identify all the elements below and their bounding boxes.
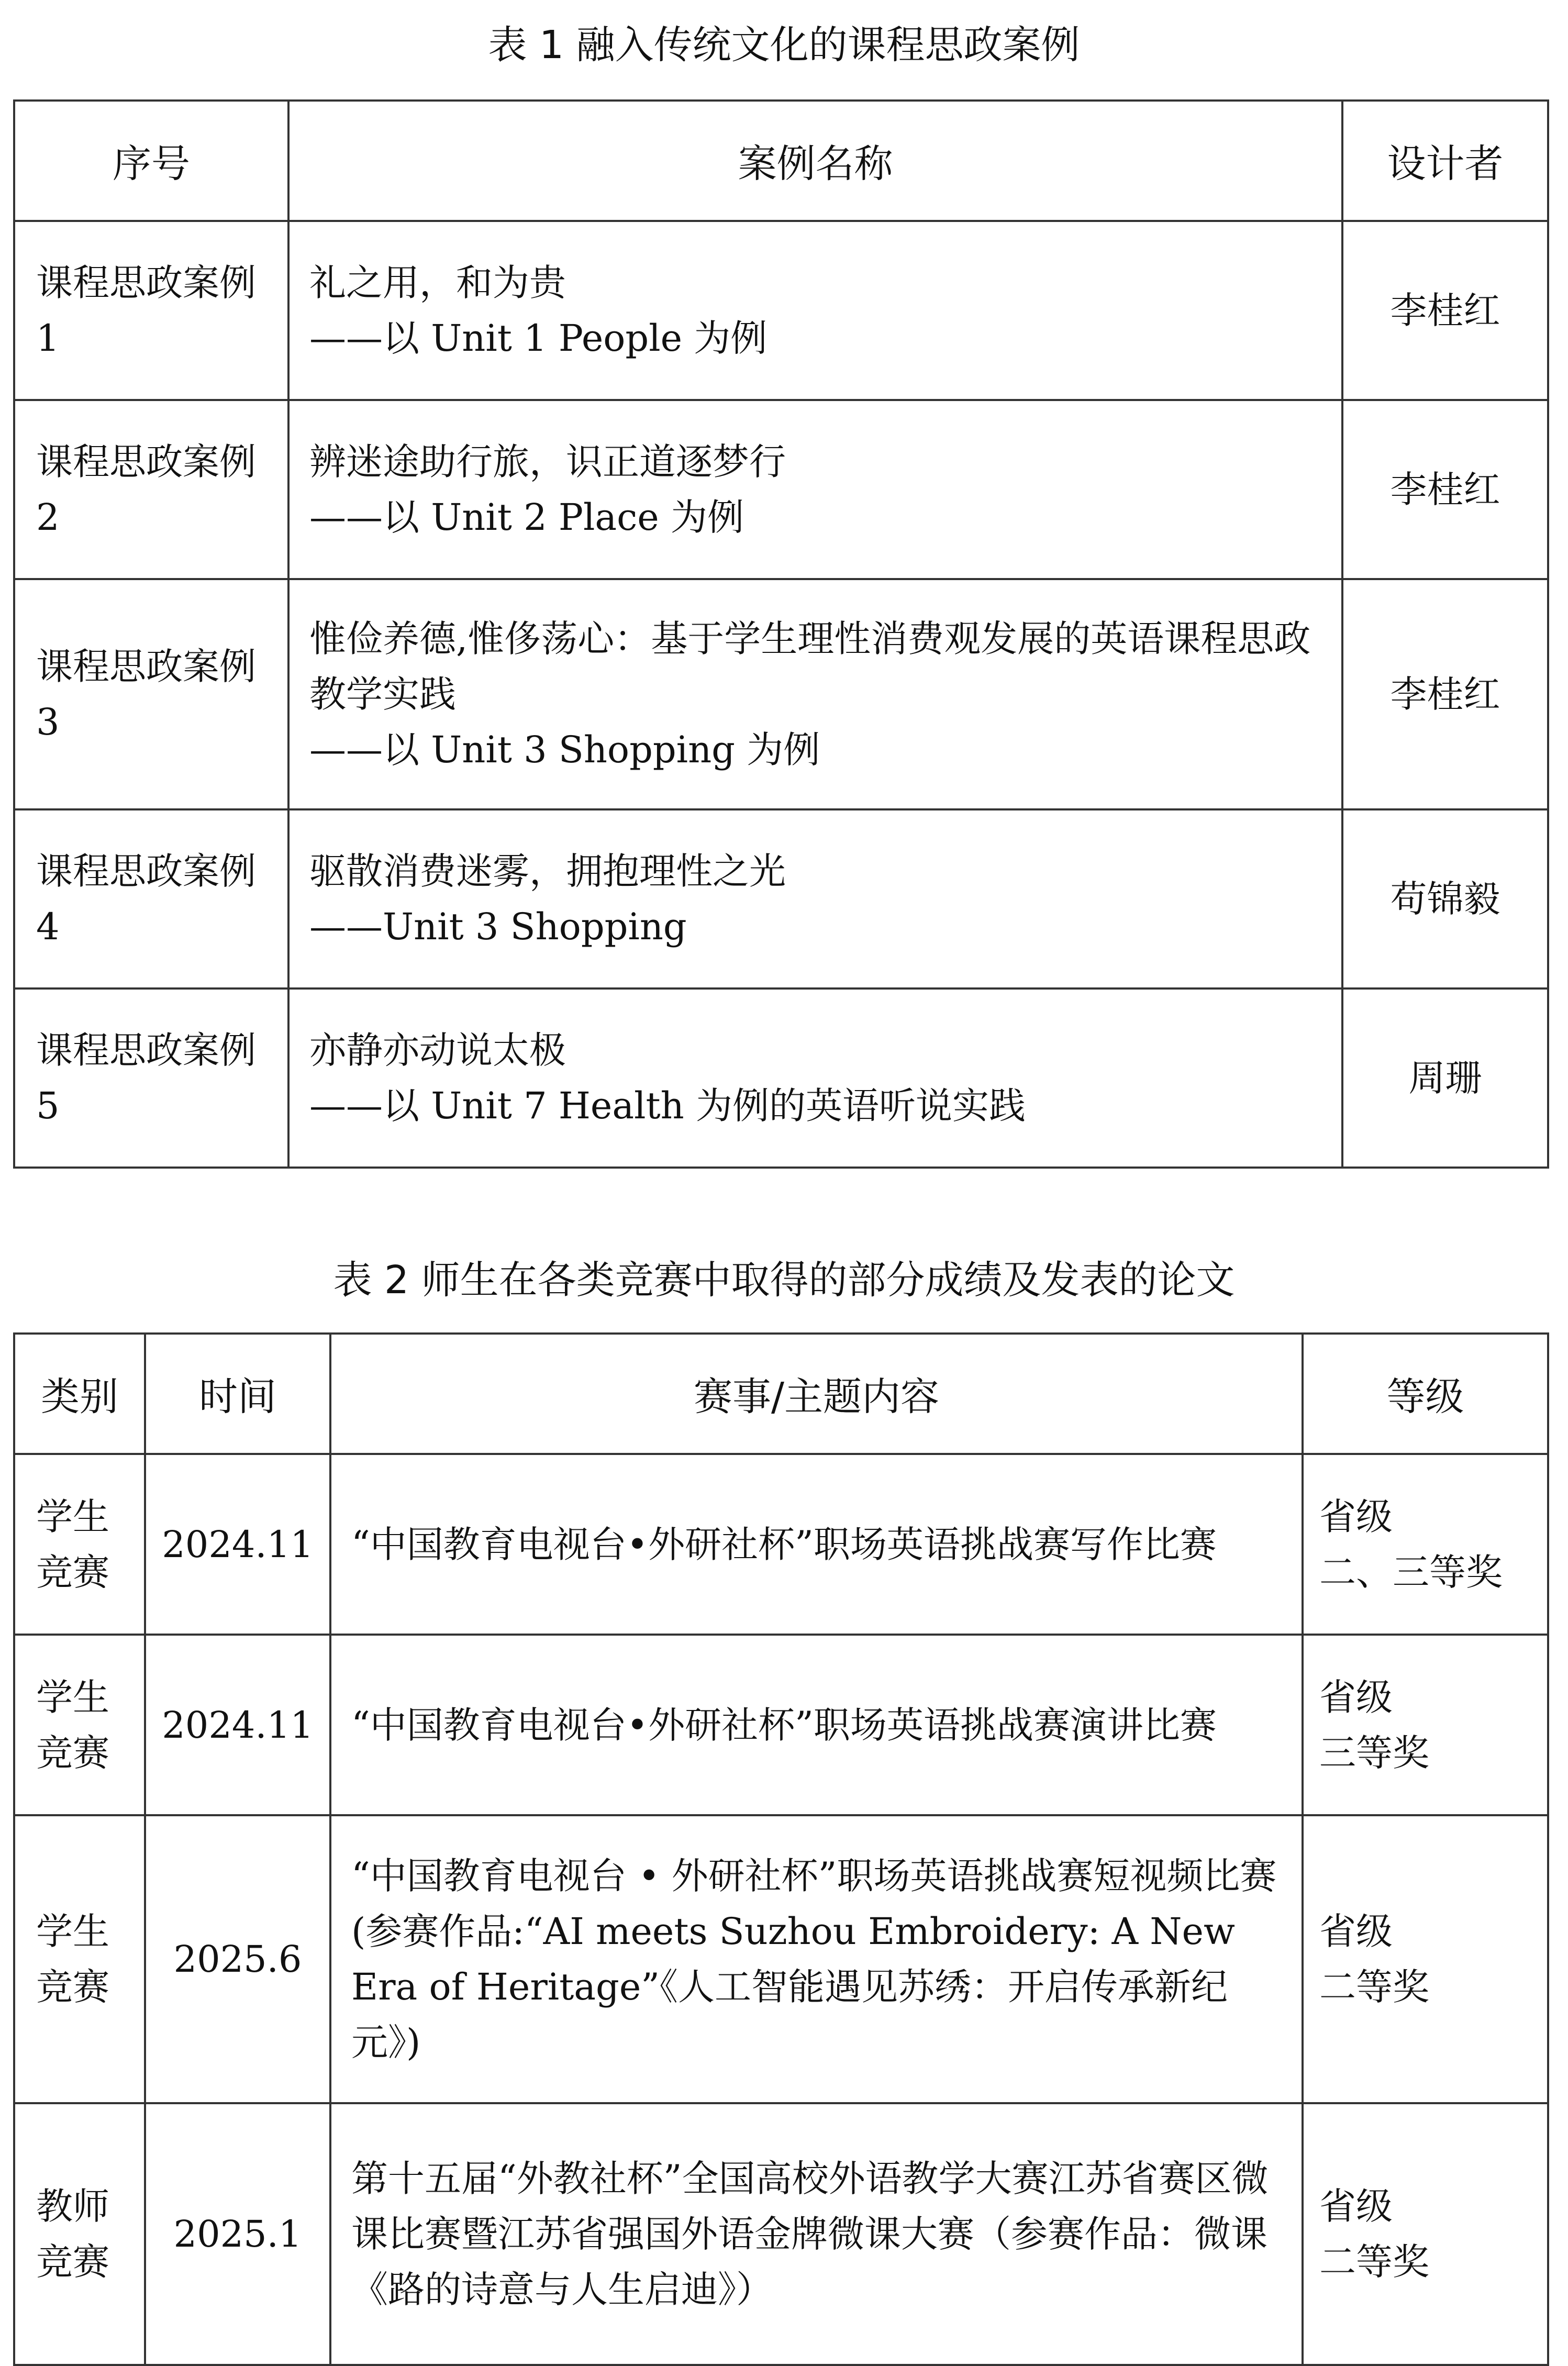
- award-content: “中国教育电视台•外研社杯”职场英语挑战赛演讲比赛: [330, 1635, 1303, 1815]
- table1: [13, 99, 1549, 1169]
- table2-title: 表 2 师生在各类竞赛中取得的部分成绩及发表的论文: [333, 1258, 1235, 1303]
- table2-header-row: [14, 1334, 1548, 1454]
- case-name: 礼之用，和为贵 ——以 Unit 1 People 为例: [288, 221, 1342, 400]
- case-id: 课程思政案例 4: [14, 809, 288, 988]
- case-id: 课程思政案例 5: [14, 988, 288, 1168]
- table2-header-content: 赛事/主题内容: [330, 1334, 1303, 1454]
- table-row: [14, 579, 1548, 809]
- case-designer: 苟锦毅: [1342, 809, 1548, 988]
- table1-title: 表 1 融入传统文化的课程思政案例: [488, 23, 1080, 68]
- table-row: [14, 2103, 1548, 2365]
- case-id: 课程思政案例 2: [14, 400, 288, 579]
- case-designer: 周珊: [1342, 988, 1548, 1168]
- award-category: 学生竞赛: [14, 1635, 145, 1815]
- table-row: [14, 221, 1548, 400]
- table1-header-case-name: 案例名称: [288, 101, 1342, 221]
- table-row: [14, 1635, 1548, 1815]
- case-designer: 李桂红: [1342, 579, 1548, 809]
- case-id: 课程思政案例 3: [14, 579, 288, 809]
- award-content: “中国教育电视台•外研社杯”职场英语挑战赛写作比赛: [330, 1454, 1303, 1635]
- table-row: [14, 1815, 1548, 2103]
- table2-header-level: 等级: [1303, 1334, 1548, 1454]
- case-designer: 李桂红: [1342, 221, 1548, 400]
- table1-header-index: 序号: [14, 101, 288, 221]
- award-time: 2025.6: [145, 1815, 330, 2103]
- award-level: 省级 二等奖: [1303, 1815, 1548, 2103]
- case-designer: 李桂红: [1342, 400, 1548, 579]
- table2: [13, 1332, 1549, 2366]
- award-content: “中国教育电视台 • 外研社杯”职场英语挑战赛短视频比赛(参赛作品:“AI meets Suzhou Embroidery: A New Era of Heritage”《人工智能遇见苏绣：开启传承新纪元》): [330, 1815, 1303, 2103]
- award-time: 2025.1: [145, 2103, 330, 2365]
- award-category: 学生竞赛: [14, 1454, 145, 1635]
- table1-header-designer: 设计者: [1342, 101, 1548, 221]
- award-level: 省级 三等奖: [1303, 1635, 1548, 1815]
- table2-header-time: 时间: [145, 1334, 330, 1454]
- award-level: 省级 二等奖: [1303, 2103, 1548, 2365]
- table-row: [14, 809, 1548, 988]
- case-id: 课程思政案例 1: [14, 221, 288, 400]
- table2-header-category: 类别: [14, 1334, 145, 1454]
- award-category: 教师竞赛: [14, 2103, 145, 2365]
- table-row: [14, 988, 1548, 1168]
- award-category: 学生竞赛: [14, 1815, 145, 2103]
- case-name: 驱散消费迷雾，拥抱理性之光 ——Unit 3 Shopping: [288, 809, 1342, 988]
- table-row: [14, 400, 1548, 579]
- award-level: 省级 二、三等奖: [1303, 1454, 1548, 1635]
- award-time: 2024.11: [145, 1454, 330, 1635]
- table1-header-row: [14, 101, 1548, 221]
- case-name: 惟俭养德,惟侈荡心：基于学生理性消费观发展的英语课程思政教学实践 ——以 Unit 3 Shopping 为例: [288, 579, 1342, 809]
- award-time: 2024.11: [145, 1635, 330, 1815]
- award-content: 第十五届“外教社杯”全国高校外语教学大赛江苏省赛区微课比赛暨江苏省强国外语金牌微课大赛（参赛作品：微课《路的诗意与人生启迪》）: [330, 2103, 1303, 2365]
- table-row: [14, 1454, 1548, 1635]
- case-name: 辨迷途助行旅，识正道逐梦行 ——以 Unit 2 Place 为例: [288, 400, 1342, 579]
- case-name: 亦静亦动说太极 ——以 Unit 7 Health 为例的英语听说实践: [288, 988, 1342, 1168]
